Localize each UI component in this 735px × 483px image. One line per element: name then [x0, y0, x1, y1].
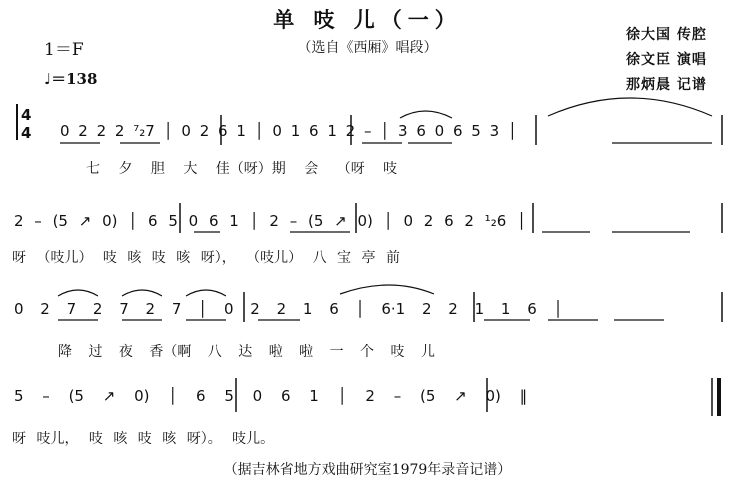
- score-title: 单 吱 儿（一）: [273, 7, 462, 32]
- score-subtitle: （选自《西厢》唱段）: [297, 40, 438, 56]
- slur: [340, 285, 434, 294]
- time-signature-top: 4: [21, 106, 32, 124]
- slur: [400, 111, 452, 118]
- slur: [186, 290, 226, 296]
- slur: [548, 98, 712, 116]
- lyrics-row-1: 七 夕 胆 大 佳（呀）期 会 （呀 吱: [86, 161, 398, 177]
- key-signature: 1＝F: [44, 40, 84, 60]
- credit-performer: 徐文臣 演唱: [626, 52, 707, 68]
- notation-row-4: 5 – (5 ↗ 0) │ 6 5 0 6 1 │ 2 – (5 ↗ 0) ‖: [14, 387, 528, 405]
- lyrics-row-4: 呀 吱儿， 吱 咳 吱 咳 呀）。 吱儿。: [12, 431, 275, 447]
- slur: [58, 290, 98, 296]
- time-signature-bottom: 4: [21, 124, 32, 142]
- notation-row-1: 0 2 2 2 ⁷₂7 │ 0 2 6 1 │ 0 1 6 1 2 – │ 3 6 0 6 5 3 │: [60, 122, 517, 140]
- slur: [122, 290, 162, 296]
- credit-arranger: 徐大国 传腔: [626, 27, 707, 43]
- notation-row-2: 2 – (5 ↗ 0) │ 6 5 0 6 1 │ 2 – (5 ↗ 0) │ 0 2 6 2 ¹₂6 │: [14, 212, 527, 230]
- credit-transcriber: 那炳晨 记谱: [626, 77, 707, 93]
- lyrics-row-3: 降 过 夜 香（啊 八 达 啦 啦 一 个 吱 儿: [58, 344, 435, 360]
- lyrics-row-2: 呀 （吱儿） 吱 咳 吱 咳 呀）， （吱儿） 八 宝 亭 前: [12, 250, 400, 266]
- source-note: （据吉林省地方戏曲研究室1979年录音记谱）: [223, 462, 512, 478]
- notation-row-3: 0 2 7 2 7 2 7 │ 0 2 2 1 6 │ 6·1 2 2 1 1 6 │: [14, 300, 563, 318]
- tempo-marking: ♩＝138: [44, 70, 98, 88]
